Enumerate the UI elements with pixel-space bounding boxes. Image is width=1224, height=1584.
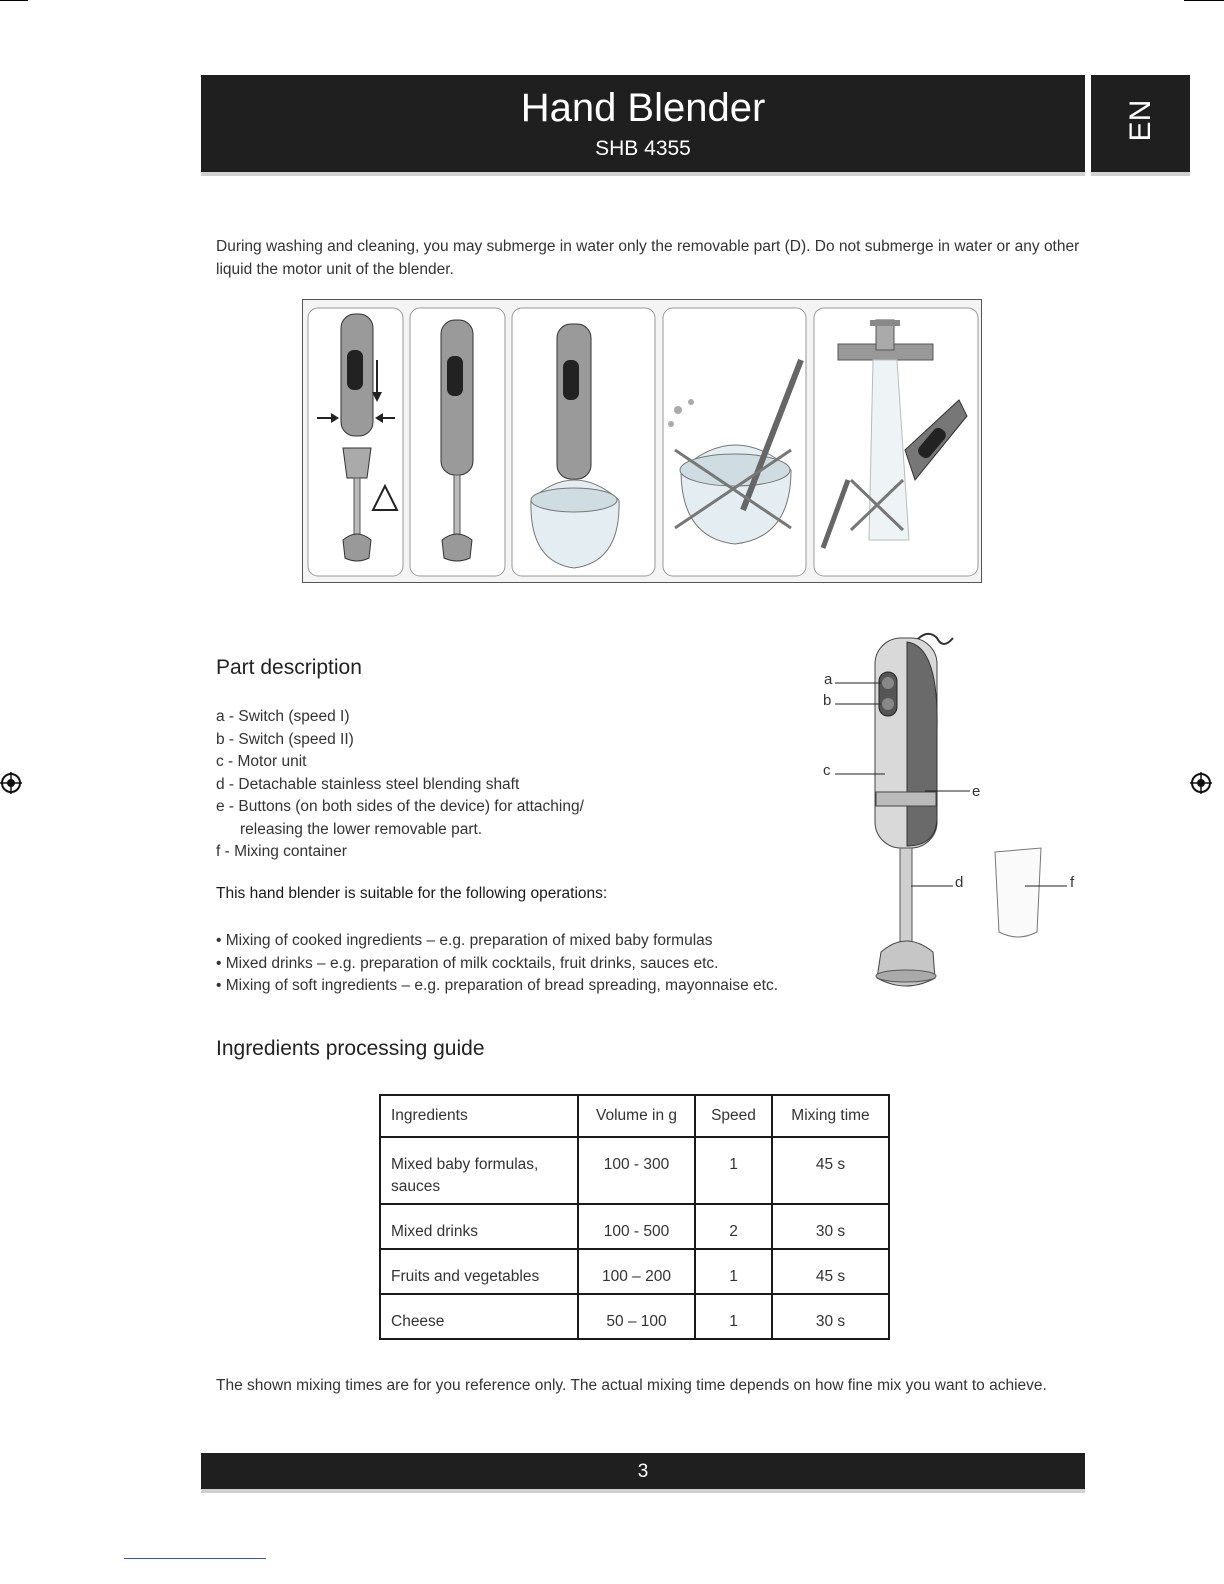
step-assembled-illustration (410, 308, 505, 576)
column-header: Volume in g (578, 1095, 695, 1137)
operation-item: • Mixing of soft ingredients – e.g. preparation of bread spreading, mayonnaise etc. (216, 977, 779, 994)
page-header (201, 75, 1085, 172)
table-cell: 30 s (772, 1204, 889, 1249)
registration-mark-icon (1190, 772, 1212, 794)
step-mixing-illustration (663, 308, 806, 576)
cleaning-instructions: During washing and cleaning, you may submerge in water only the removable part (D). Do not submerge in water or any other liquid the motor unit of the blender. (216, 238, 1080, 278)
table-cell: Mixed baby formulas, sauces (380, 1137, 578, 1204)
registration-mark-icon (0, 772, 22, 794)
diagram-label-b: b (823, 692, 832, 709)
table-header-row (380, 1095, 889, 1137)
part-item-e-continued: releasing the lower removable part. (240, 820, 483, 838)
table-cell: 50 – 100 (578, 1294, 695, 1339)
table-cell: 100 - 500 (578, 1204, 695, 1249)
part-item-e: e - Buttons (on both sides of the device) for attaching/ (216, 798, 584, 815)
table-cell: 45 s (772, 1249, 889, 1294)
diagram-label-f: f (1070, 874, 1075, 891)
column-header: Mixing time (772, 1095, 889, 1137)
blender-parts-diagram (815, 620, 1095, 1005)
page-number: 3 (637, 1461, 649, 1482)
table-cell: Fruits and vegetables (380, 1249, 578, 1294)
table-cell: Mixed drinks (380, 1204, 578, 1249)
table-row (380, 1249, 889, 1294)
table-cell: 30 s (772, 1294, 889, 1339)
operations-list (216, 930, 778, 998)
diagram-label-e: e (972, 783, 981, 800)
step-detach-illustration (308, 308, 403, 576)
column-header: Speed (695, 1095, 772, 1137)
table-row (380, 1137, 889, 1204)
table-cell: 45 s (772, 1137, 889, 1204)
crop-mark (1184, 0, 1224, 1)
operations-heading: This hand blender is suitable for the following operations: (216, 885, 608, 902)
column-header: Ingredients (380, 1095, 578, 1137)
page-title: Hand Blender (520, 86, 766, 130)
part-item-a: a - Switch (speed I) (216, 708, 350, 725)
table-cell: 100 – 200 (578, 1249, 695, 1294)
part-item-d: d - Detachable stainless steel blending shaft (216, 775, 520, 793)
diagram-label-c: c (823, 762, 831, 779)
page-footer (201, 1453, 1085, 1489)
operation-item: • Mixed drinks – e.g. preparation of milk cocktails, fruit drinks, sauces etc. (216, 954, 719, 972)
table-cell: 2 (695, 1204, 772, 1249)
table-cell: 1 (695, 1137, 772, 1204)
diagram-label-d: d (955, 874, 964, 891)
table-cell: 1 (695, 1294, 772, 1339)
crop-mark (0, 0, 28, 1)
table-cell: 100 - 300 (578, 1137, 695, 1204)
part-item-f: f - Mixing container (216, 843, 347, 860)
part-item-b: b - Switch (speed II) (216, 730, 354, 748)
mixing-time-note: The shown mixing times are for you reference only. The actual mixing time depends on how fine mix you want to achieve. (216, 1377, 1047, 1394)
part-description-heading: Part description (216, 656, 362, 679)
cleaning-steps-illustration (302, 299, 982, 583)
table-row (380, 1294, 889, 1339)
operation-item: • Mixing of cooked ingredients – e.g. preparation of mixed baby formulas (216, 932, 713, 949)
language-label: EN (1123, 99, 1157, 141)
language-tab (1091, 75, 1190, 172)
table-cell: 1 (695, 1249, 772, 1294)
table-row (380, 1204, 889, 1249)
table-cell: Cheese (380, 1294, 578, 1339)
step-rinse-under-tap-illustration (814, 308, 978, 576)
part-list (216, 706, 584, 864)
ingredients-guide-heading: Ingredients processing guide (216, 1037, 485, 1060)
diagram-label-a: a (824, 671, 833, 688)
part-item-c: c - Motor unit (216, 753, 307, 770)
ingredients-table (379, 1094, 890, 1340)
divider (124, 1558, 266, 1559)
model-number: SHB 4355 (595, 137, 691, 160)
step-rinse-in-water-illustration (512, 308, 655, 576)
